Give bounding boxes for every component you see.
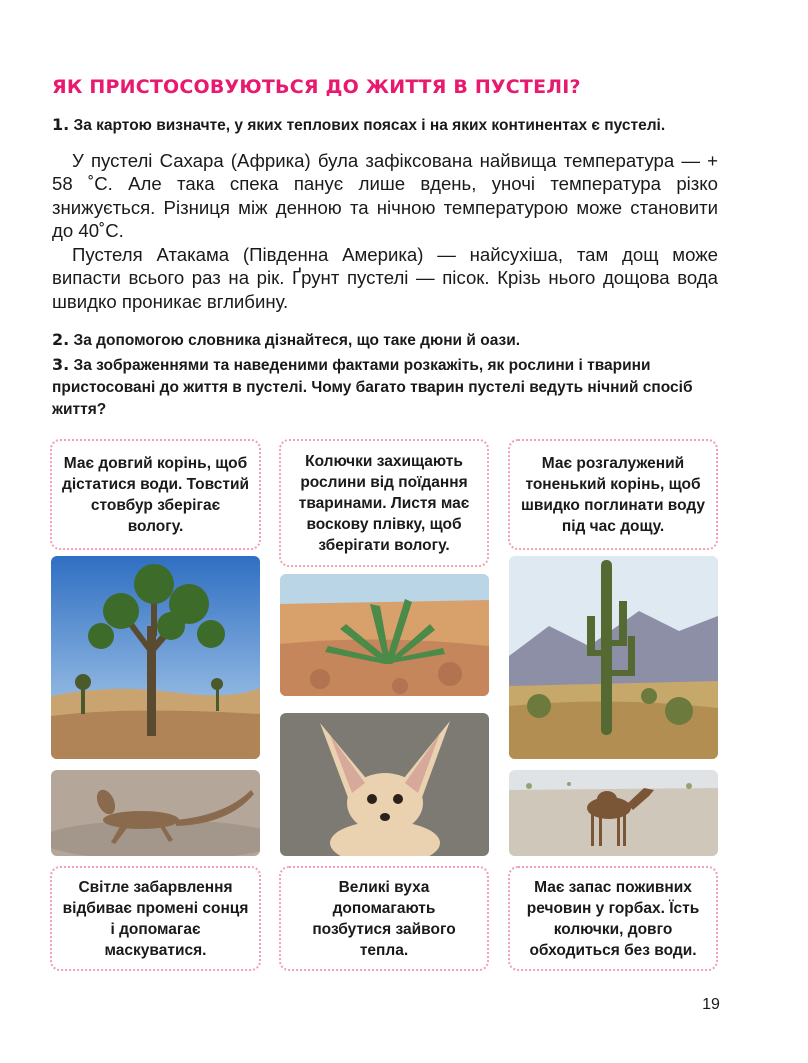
task-number: 3. xyxy=(52,355,70,374)
photo-fennec-fox xyxy=(280,713,489,856)
fact-card-fennec-fox: Великі вуха допомагають позбутися зайвого тепла. xyxy=(279,866,489,971)
photo-camel xyxy=(509,770,718,856)
task-1 xyxy=(52,114,718,137)
task-number: 1. xyxy=(52,115,70,134)
task-text: За картою визначте, у яких теплових поясах і на яких континентах є пустелі. xyxy=(73,117,666,134)
fact-card-cactus: Має розгалужений тоненький корінь, щоб швидко поглинати воду під час дощу. xyxy=(508,439,718,550)
task-number: 2. xyxy=(52,330,70,349)
photo-agave xyxy=(280,574,489,696)
fact-card-camel: Має запас поживних речовин у горбах. Їсть колючки, довго обходиться без води. xyxy=(508,866,718,971)
fact-card-agave: Колючки захищають рослини від поїдання тваринами. Листя має воскову плівку, щоб зберігати вологу. xyxy=(279,439,489,567)
paragraph-atacama: Пустеля Атакама (Південна Америка) — найсухіша, там дощ може випасти всього раз на рік. Ґрунт пустелі — пісок. Крізь нього дощова вода швидко проникає вглибину. xyxy=(52,244,718,312)
photo-cactus xyxy=(509,556,718,759)
task-2 xyxy=(52,329,718,352)
task-text: За зображеннями та наведеними фактами розкажіть, як рослини і тварини пристосовані до життя в пустелі. Чому багато тварин пустелі ведуть нічний спосіб життя? xyxy=(52,357,693,418)
photo-lizard xyxy=(51,770,260,856)
task-3 xyxy=(52,354,718,421)
fact-card-lizard: Світле забарвлення відбиває промені сонця і допомагає маскуватися. xyxy=(50,866,261,971)
page-number: 19 xyxy=(702,996,720,1013)
task-text: За допомогою словника дізнайтеся, що таке дюни й оази. xyxy=(73,332,521,349)
fact-card-joshua-tree: Має довгий корінь, щоб дістатися води. Товстий стовбур зберігає вологу. xyxy=(50,439,261,550)
photo-joshua-tree xyxy=(51,556,260,759)
page-title: ЯК ПРИСТОСОВУЮТЬСЯ ДО ЖИТТЯ В ПУСТЕЛІ? xyxy=(52,76,581,98)
paragraph-sahara: У пустелі Сахара (Африка) була зафіксована найвища температура — + 58 ˚С. Але така спека панує лише вдень, уночі температура різко знижується. Різниця між денною та нічною температурою може становити до 40˚С. xyxy=(52,150,718,242)
